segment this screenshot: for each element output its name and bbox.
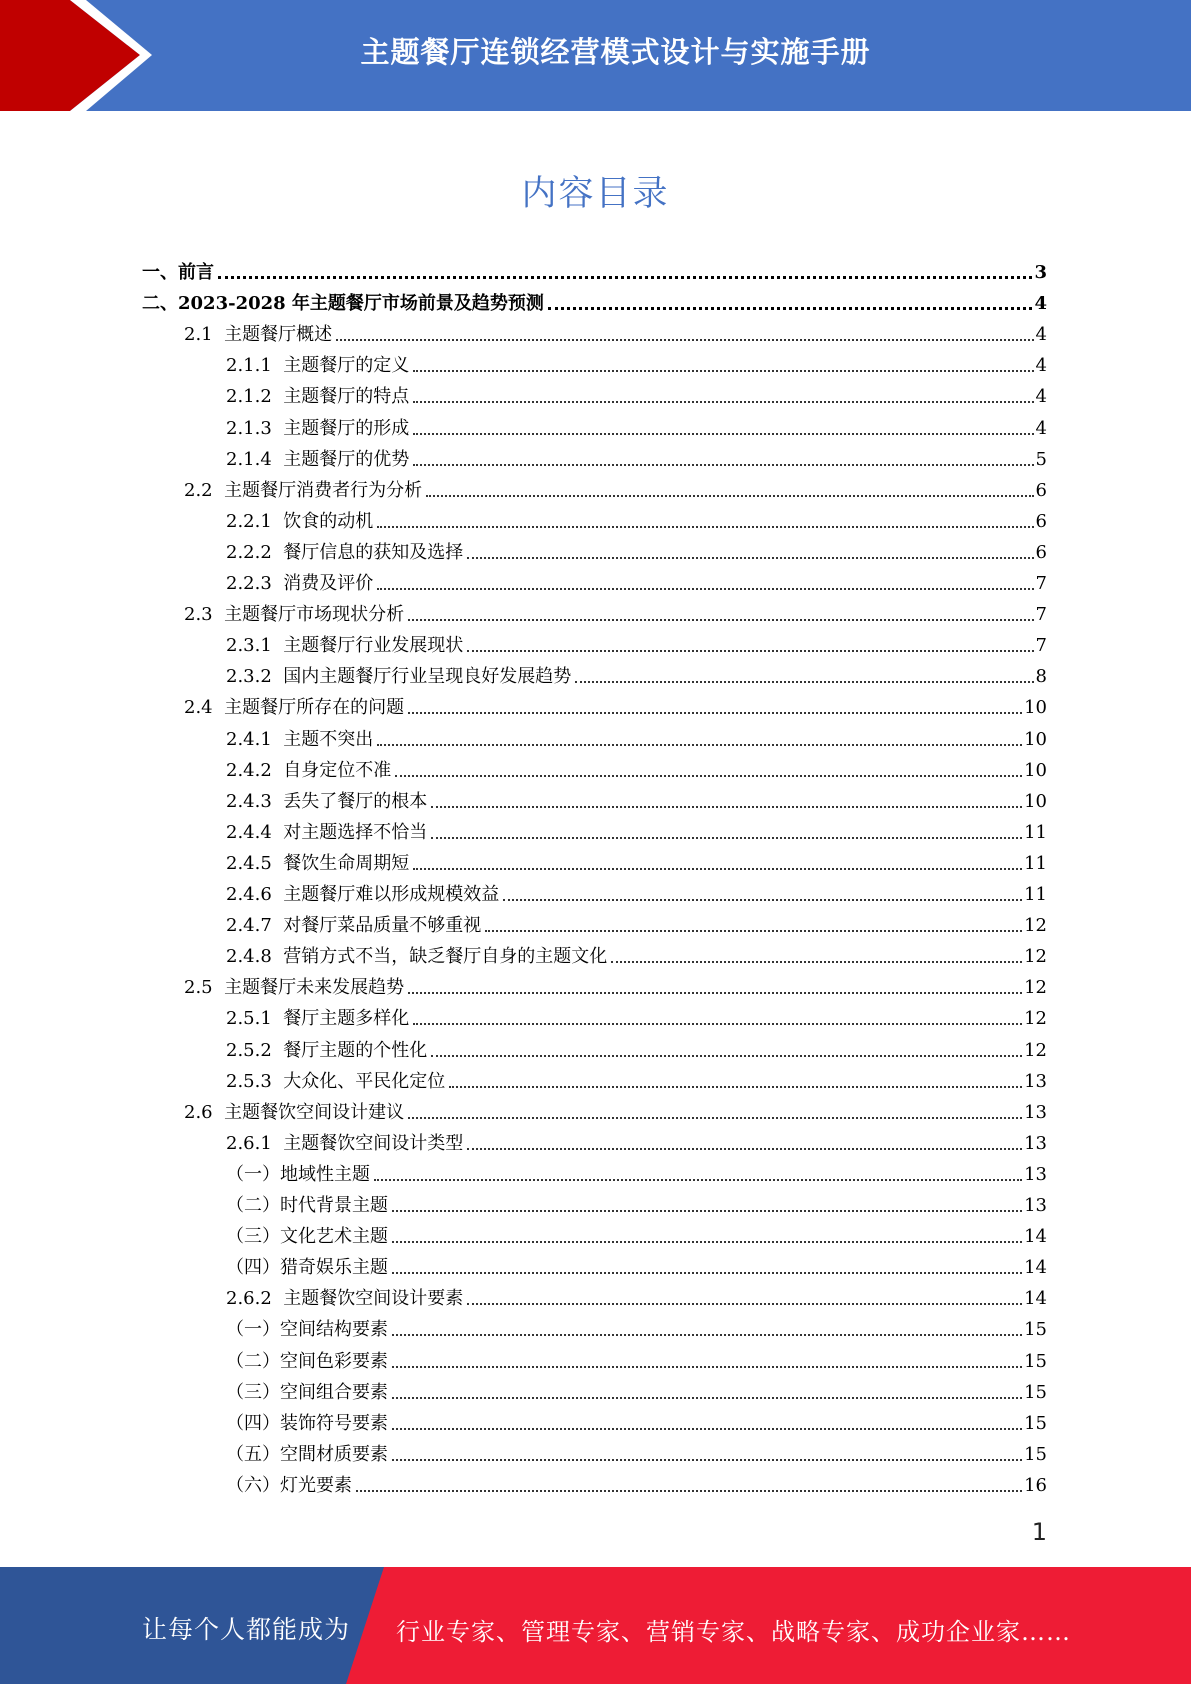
toc-entry[interactable] bbox=[142, 254, 1047, 284]
toc-entry[interactable] bbox=[142, 441, 1047, 471]
toc-entry-title: 2.4.3 丢失了餐厅的根本 bbox=[226, 790, 428, 812]
toc-heading: 内容目录 bbox=[521, 174, 670, 214]
toc-entry-title: 2.5.3 大众化、平民化定位 bbox=[226, 1070, 446, 1092]
toc-dot-leader bbox=[408, 619, 1033, 621]
toc-entry-title: 2.3.2 国内主题餐厅行业呈现良好发展趋势 bbox=[226, 666, 572, 688]
toc-dot-leader bbox=[467, 1303, 1022, 1305]
toc-entry-title: 二、2023-2028 年主题餐厅市场前景及趋势预测 bbox=[142, 293, 544, 315]
toc-entry-title: （四）猎奇娱乐主题 bbox=[226, 1257, 388, 1279]
toc-entry-page: 7 bbox=[1035, 573, 1047, 594]
toc-dot-leader bbox=[431, 837, 1022, 839]
toc-entry[interactable] bbox=[142, 378, 1047, 408]
page-number: 1 bbox=[1031, 1518, 1047, 1546]
toc-entry-page: 12 bbox=[1024, 977, 1047, 999]
toc-entry-page: 7 bbox=[1035, 604, 1047, 626]
toc-entry-page: 11 bbox=[1024, 884, 1047, 905]
toc-dot-leader bbox=[485, 930, 1022, 932]
toc-entry-title: 2.4.2 自身定位不准 bbox=[226, 759, 392, 781]
toc-dot-leader bbox=[611, 961, 1022, 963]
toc-entry-page: 13 bbox=[1024, 1195, 1047, 1216]
toc-dot-leader bbox=[413, 868, 1022, 870]
toc-entry-page: 10 bbox=[1024, 728, 1047, 750]
toc-entry-title: 2.4.7 对餐厅菜品质量不够重视 bbox=[226, 915, 482, 937]
toc-entry-page: 7 bbox=[1035, 635, 1047, 657]
toc-entry[interactable] bbox=[142, 1000, 1047, 1030]
toc-entry-title: （四）装饰符号要素 bbox=[226, 1412, 388, 1434]
toc-dot-leader bbox=[548, 307, 1033, 310]
toc-dot-leader bbox=[392, 1366, 1022, 1368]
toc-entry[interactable] bbox=[142, 1156, 1047, 1186]
toc-dot-leader bbox=[356, 1490, 1022, 1492]
toc-entry-title: 2.2 主题餐厅消费者行为分析 bbox=[184, 479, 423, 501]
toc-entry-page: 15 bbox=[1024, 1319, 1047, 1341]
toc-dot-leader bbox=[467, 557, 1033, 559]
toc-dot-leader bbox=[395, 775, 1022, 777]
toc-entry-title: 2.1.2 主题餐厅的特点 bbox=[226, 386, 410, 408]
toc-entry-page: 13 bbox=[1024, 1163, 1047, 1185]
toc-entry-page: 4 bbox=[1034, 293, 1047, 315]
toc-entry-page: 10 bbox=[1024, 790, 1047, 812]
toc-entry-page: 6 bbox=[1035, 541, 1047, 563]
toc-entry-title: 2.4.6 主题餐厅难以形成规模效益 bbox=[226, 884, 500, 905]
toc-entry-title: 2.4.1 主题不突出 bbox=[226, 728, 374, 750]
document-title: 主题餐厅连锁经营模式设计与实施手册 bbox=[360, 35, 871, 69]
toc-dot-leader bbox=[336, 339, 1033, 341]
toc-entry-page: 6 bbox=[1035, 479, 1047, 501]
toc-entry-title: 2.5.1 餐厅主题多样化 bbox=[226, 1008, 410, 1030]
toc-entry[interactable] bbox=[142, 1436, 1047, 1466]
toc-entry-page: 16 bbox=[1024, 1474, 1047, 1496]
toc-dot-leader bbox=[413, 464, 1033, 466]
toc-entry-title: 2.4.4 对主题选择不恰当 bbox=[226, 821, 428, 843]
toc-dot-leader bbox=[377, 588, 1033, 590]
toc-dot-leader bbox=[377, 744, 1022, 746]
toc-entry[interactable] bbox=[142, 876, 1047, 906]
toc-entry-title: 2.4.8 营销方式不当，缺乏餐厅自身的主题文化 bbox=[226, 946, 608, 968]
toc-entry-title: 2.6 主题餐饮空间设计建议 bbox=[184, 1101, 405, 1123]
toc-dot-leader bbox=[431, 1055, 1022, 1057]
toc-entry[interactable] bbox=[142, 658, 1047, 688]
toc-entry-page: 15 bbox=[1024, 1412, 1047, 1434]
toc-entry-page: 3 bbox=[1034, 262, 1047, 283]
toc-dot-leader bbox=[413, 401, 1033, 403]
toc-entry-title: 2.1.3 主题餐厅的形成 bbox=[226, 417, 410, 439]
toc-entry[interactable] bbox=[142, 596, 1047, 626]
footer-slogan-right: 行业专家、管理专家、营销专家、战略专家、成功企业家…… bbox=[396, 1618, 1071, 1646]
toc-entry[interactable] bbox=[142, 503, 1047, 533]
toc-entry-title: 2.2.1 饮食的动机 bbox=[226, 510, 374, 532]
toc-entry[interactable] bbox=[142, 534, 1047, 564]
toc-entry-page: 6 bbox=[1035, 510, 1047, 532]
toc-dot-leader bbox=[377, 526, 1033, 528]
toc-entry[interactable] bbox=[142, 316, 1047, 346]
toc-entry-title: 2.4.5 餐饮生命周期短 bbox=[226, 852, 410, 874]
toc-dot-leader bbox=[431, 806, 1022, 808]
toc-entry-page: 15 bbox=[1024, 1381, 1047, 1403]
toc-dot-leader bbox=[392, 1459, 1022, 1461]
toc-entry-title: 2.1.4 主题餐厅的优势 bbox=[226, 448, 410, 470]
toc-entry[interactable] bbox=[142, 689, 1047, 719]
toc-entry[interactable] bbox=[142, 1187, 1047, 1217]
toc-entry[interactable] bbox=[142, 472, 1047, 502]
toc-entry-page: 13 bbox=[1024, 1132, 1047, 1154]
toc-entry[interactable] bbox=[142, 410, 1047, 440]
toc-entry-title: （二）空间色彩要素 bbox=[226, 1350, 388, 1372]
toc-dot-leader bbox=[426, 495, 1033, 497]
toc-dot-leader bbox=[413, 370, 1033, 372]
toc-entry-title: （六）灯光要素 bbox=[226, 1474, 352, 1496]
toc-entry[interactable] bbox=[142, 938, 1047, 968]
toc-entry-title: 2.6.1 主题餐饮空间设计类型 bbox=[226, 1132, 464, 1154]
toc-entry-title: 2.6.2 主题餐饮空间设计要素 bbox=[226, 1288, 464, 1310]
toc-entry-page: 13 bbox=[1024, 1101, 1047, 1123]
toc-entry-title: 2.2.3 消费及评价 bbox=[226, 573, 374, 594]
toc-entry[interactable] bbox=[142, 1032, 1047, 1062]
toc-entry-page: 15 bbox=[1024, 1443, 1047, 1465]
toc-entry-title: 2.3.1 主题餐厅行业发展现状 bbox=[226, 635, 464, 657]
toc-dot-leader bbox=[467, 1148, 1022, 1150]
toc-entry[interactable] bbox=[142, 1311, 1047, 1341]
footer-slogan-left: 让每个人都能成为 bbox=[142, 1615, 351, 1644]
toc-entry-title: 2.3 主题餐厅市场现状分析 bbox=[184, 604, 405, 626]
toc-entry[interactable] bbox=[142, 1063, 1047, 1093]
toc-entry-page: 12 bbox=[1024, 1039, 1047, 1061]
toc-dot-leader bbox=[392, 1428, 1022, 1430]
toc-entry[interactable] bbox=[142, 814, 1047, 844]
toc-dot-leader bbox=[467, 650, 1033, 652]
toc-entry-page: 4 bbox=[1035, 324, 1047, 346]
toc-entry[interactable] bbox=[142, 1405, 1047, 1435]
toc-entry[interactable] bbox=[142, 565, 1047, 595]
toc-entry[interactable] bbox=[142, 783, 1047, 813]
toc-entry-page: 12 bbox=[1024, 915, 1047, 937]
toc-dot-leader bbox=[408, 1117, 1022, 1119]
top-banner bbox=[0, 0, 1191, 111]
toc-entry-page: 10 bbox=[1024, 697, 1047, 719]
toc-entry[interactable] bbox=[142, 907, 1047, 937]
toc-entry[interactable] bbox=[142, 1280, 1047, 1310]
toc-entry-title: 2.1.1 主题餐厅的定义 bbox=[226, 355, 410, 377]
toc-entry-title: 一、前言 bbox=[142, 262, 214, 283]
toc-entry[interactable] bbox=[142, 752, 1047, 782]
toc-entry[interactable] bbox=[142, 1094, 1047, 1124]
toc-entry[interactable] bbox=[142, 285, 1047, 315]
toc-dot-leader bbox=[413, 433, 1033, 435]
toc-entry[interactable] bbox=[142, 1374, 1047, 1404]
toc-dot-leader bbox=[392, 1241, 1022, 1243]
toc-entry[interactable] bbox=[142, 1467, 1047, 1497]
toc-entry[interactable] bbox=[142, 845, 1047, 875]
toc-entry-title: （三）文化艺术主题 bbox=[226, 1226, 388, 1248]
toc-entry-page: 10 bbox=[1024, 759, 1047, 781]
toc-entry[interactable] bbox=[142, 347, 1047, 377]
toc-dot-leader bbox=[413, 1023, 1022, 1025]
toc-entry-page: 11 bbox=[1024, 821, 1047, 843]
toc-entry-title: （一）地域性主题 bbox=[226, 1163, 370, 1185]
toc-entry-page: 5 bbox=[1035, 448, 1047, 470]
toc-entry-page: 4 bbox=[1035, 417, 1047, 439]
toc-entry[interactable] bbox=[142, 1218, 1047, 1248]
toc-entry-page: 14 bbox=[1024, 1226, 1047, 1248]
toc-entry[interactable] bbox=[142, 969, 1047, 999]
toc-entry[interactable] bbox=[142, 721, 1047, 751]
toc-entry[interactable] bbox=[142, 1343, 1047, 1373]
toc-entry-title: （二）时代背景主题 bbox=[226, 1195, 388, 1216]
toc-entry[interactable] bbox=[142, 1249, 1047, 1279]
toc-dot-leader bbox=[408, 712, 1022, 714]
toc-entry-page: 14 bbox=[1024, 1257, 1047, 1279]
toc-dot-leader bbox=[392, 1334, 1022, 1336]
toc-entry-title: 2.2.2 餐厅信息的获知及选择 bbox=[226, 541, 464, 563]
toc-entry-title: 2.4 主题餐厅所存在的问题 bbox=[184, 697, 405, 719]
toc-dot-leader bbox=[575, 681, 1033, 683]
toc-entry-page: 4 bbox=[1035, 386, 1047, 408]
toc-dot-leader bbox=[392, 1397, 1022, 1399]
toc-entry-title: （五）空間材质要素 bbox=[226, 1443, 388, 1465]
toc-entry-page: 15 bbox=[1024, 1350, 1047, 1372]
toc-entry-page: 11 bbox=[1024, 852, 1047, 874]
toc-dot-leader bbox=[218, 276, 1032, 279]
toc-dot-leader bbox=[374, 1179, 1022, 1181]
toc-entry-title: （三）空间组合要素 bbox=[226, 1381, 388, 1403]
toc-dot-leader bbox=[449, 1086, 1022, 1088]
toc-entry-page: 14 bbox=[1024, 1288, 1047, 1310]
toc-entry-title: 2.5.2 餐厅主题的个性化 bbox=[226, 1039, 428, 1061]
toc-entry-page: 13 bbox=[1024, 1070, 1047, 1092]
toc-entry[interactable] bbox=[142, 627, 1047, 657]
toc-entry-page: 4 bbox=[1035, 355, 1047, 377]
toc-entry[interactable] bbox=[142, 1125, 1047, 1155]
toc-entry-page: 8 bbox=[1035, 666, 1047, 688]
toc-dot-leader bbox=[503, 899, 1022, 901]
toc-entry-title: 2.5 主题餐厅未来发展趋势 bbox=[184, 977, 405, 999]
toc-dot-leader bbox=[408, 992, 1022, 994]
bottom-banner bbox=[0, 1567, 1191, 1684]
toc-entry-page: 12 bbox=[1024, 1008, 1047, 1030]
toc-entry-title: （一）空间结构要素 bbox=[226, 1319, 388, 1341]
toc-dot-leader bbox=[392, 1210, 1022, 1212]
toc-entry-title: 2.1 主题餐厅概述 bbox=[184, 324, 333, 346]
toc-dot-leader bbox=[392, 1272, 1022, 1274]
toc-entry-page: 12 bbox=[1024, 946, 1047, 968]
